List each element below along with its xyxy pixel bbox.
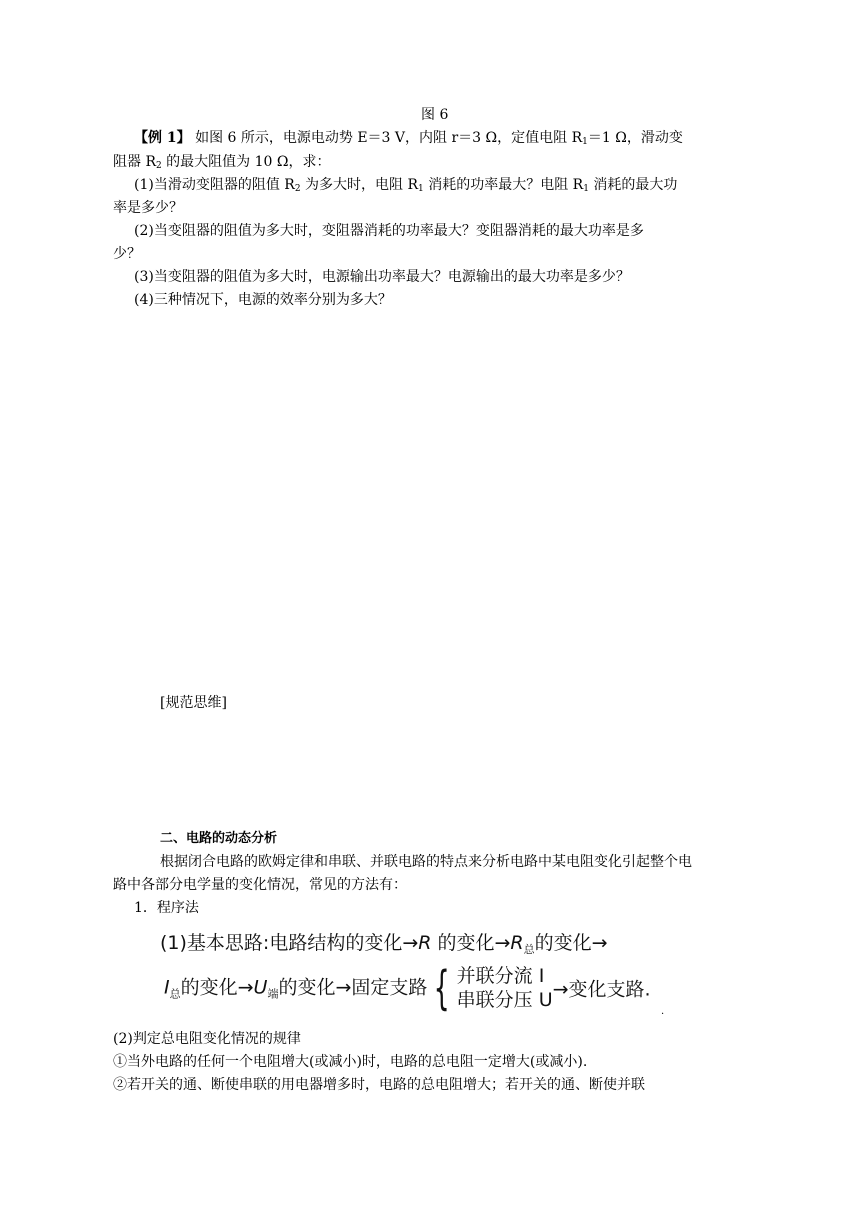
dot-mark: .: [661, 1006, 665, 1017]
rule-heading: (2)判定总电阻变化情况的规律: [113, 1031, 301, 1047]
section-heading: 二、电路的动态分析: [160, 831, 278, 846]
example-intro-line2: 阻器 $R_2$ 的最大阻值为 10 Ω，求：: [113, 154, 331, 171]
formula-line-1: (1)基本思路:电路结构的变化→R 的变化$\to R_总$的变化→: [160, 932, 608, 956]
branch-series: 串联分压 U: [456, 989, 553, 1011]
question-2: (2)当变阻器的阻值为多大时，变阻器消耗的功率最大？变阻器消耗的最大功率是多: [134, 223, 644, 239]
formula-line-2: $I_总$的变化$\to U_端$的变化→固定支路 { 并联分流 I 串联分压 U →变化支路.: [164, 961, 651, 1015]
example-tag: 【例 1】: [134, 130, 191, 146]
method-1-title: 1．程序法: [134, 900, 199, 916]
section-paragraph-line1: 根据闭合电路的欧姆定律和串联、并联电路的特点来分析电路中某电阻变化引起整个电: [160, 854, 692, 870]
branch-parallel: 并联分流 I: [456, 965, 545, 987]
norm-thinking-label: [规范思维]: [160, 695, 227, 711]
rule-1: ①当外电路的任何一个电阻增大(或减小)时，电路的总电阻一定增大(或减小).: [113, 1054, 588, 1070]
rule-2: ②若开关的通、断使串联的用电器增多时，电路的总电阻增大；若开关的通、断使并联: [113, 1077, 645, 1093]
figure-caption: 图 6: [421, 107, 449, 123]
section-paragraph-line2: 路中各部分电学量的变化情况，常见的方法有：: [113, 877, 407, 893]
question-3: (3)当变阻器的阻值为多大时，电源输出功率最大？电源输出的最大功率是多少？: [134, 269, 630, 285]
question-1: (1)当滑动变阻器的阻值 $R_2$ 为多大时，电阻 $R_1$ 消耗的功率最大？电阻 $R_1$ 消耗的最大功: [134, 177, 678, 194]
question-1-cont: 率是多少？: [113, 200, 183, 216]
left-brace: {: [433, 961, 451, 1015]
branch-stack: [457, 964, 553, 1012]
question-2-cont: 少？: [113, 246, 141, 262]
example-intro-line1: 【例 1】 如图 6 所示，电源电动势 E＝3 V，内阻 r＝3 Ω，定值电阻 $R_1=1$ Ω，滑动变: [134, 130, 683, 147]
question-4: (4)三种情况下，电源的效率分别为多大？: [134, 292, 392, 308]
